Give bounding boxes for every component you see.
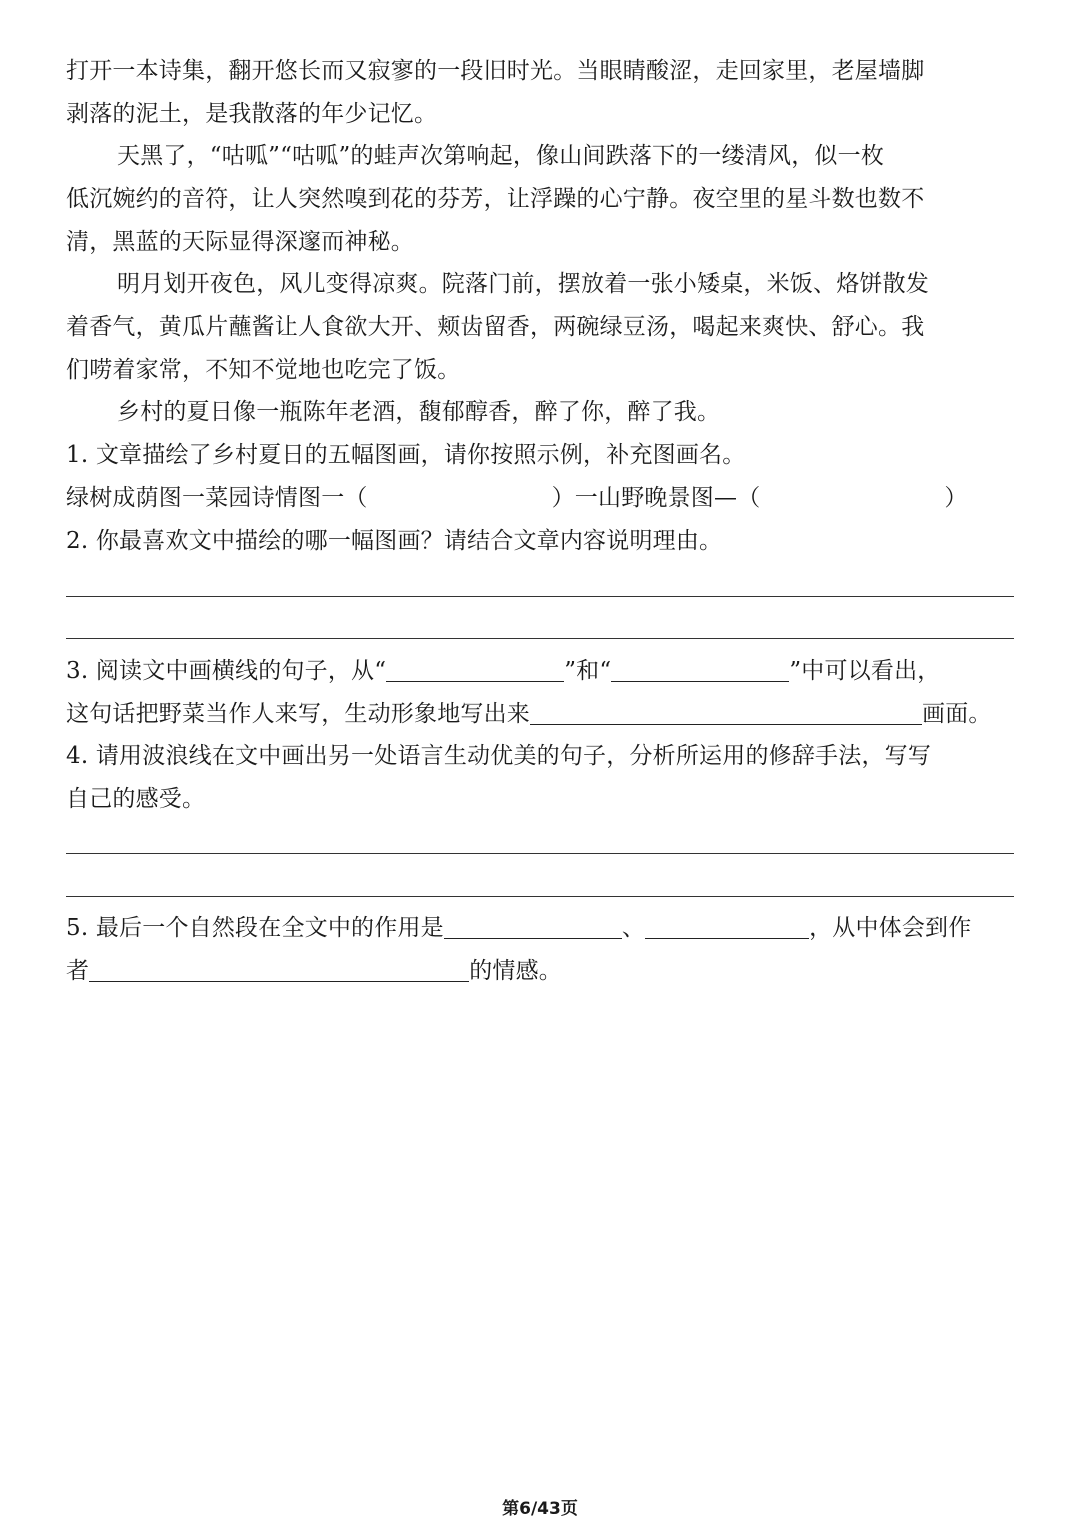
answer-blank-q5-b[interactable]: [645, 916, 809, 939]
passage-line: 低沉婉约的音符，让人突然嗅到花的芬芳，让浮躁的心宁静。夜空里的星斗数也数不: [66, 186, 925, 212]
question-3-line-1: 3. 阅读文中画横线的句子，从“ ”和“ ”中可以看出，: [66, 658, 941, 684]
question-1-answer-line: [66, 483, 1026, 513]
answer-blank-q3-b[interactable]: [611, 659, 789, 682]
answer-line-q4-2[interactable]: [66, 896, 1014, 897]
passage-line: 着香气，黄瓜片蘸酱让人食欲大开、颊齿留香，两碗绿豆汤，喝起来爽快、舒心。我: [66, 314, 925, 340]
question-4-text: 4. 请用波浪线在文中画出另一处语言生动优美的句子，分析所运用的修辞手法，写写: [66, 743, 932, 769]
page-number: 第6/43页: [502, 1499, 578, 1519]
answer-blank-q5-c[interactable]: [89, 959, 469, 982]
passage-line: 乡村的夏日像一瓶陈年老酒，馥郁醇香，醉了你，醉了我。: [117, 399, 721, 425]
question-1-text: 1. 文章描绘了乡村夏日的五幅图画，请你按照示例，补充图画名。: [66, 442, 746, 468]
answer-blank-q3-c[interactable]: [530, 702, 922, 725]
answer-blank-q3-a[interactable]: [386, 659, 564, 682]
passage-line: 打开一本诗集，翻开悠长而又寂寥的一段旧时光。当眼睛酸涩，走回家里，老屋墙脚: [66, 58, 925, 84]
answer-line-q2-1[interactable]: [66, 596, 1014, 597]
question-2-text: 2. 你最喜欢文中描绘的哪一幅图画？请结合文章内容说明理由。: [66, 528, 723, 554]
question-5-line-1: 5. 最后一个自然段在全文中的作用是 、 ，从中体会到作: [66, 915, 972, 941]
passage-line: 们唠着家常，不知不觉地也吃完了饭。: [66, 357, 461, 383]
question-1-prefix: 绿树成荫图一菜园诗情图一（: [66, 485, 368, 511]
question-3-line-2: 这句话把野菜当作人来写，生动形象地写出来 画面。: [66, 701, 992, 727]
passage-line: 明月划开夜色，风儿变得凉爽。院落门前，摆放着一张小矮桌，米饭、烙饼散发: [117, 271, 929, 297]
answer-blank-q5-a[interactable]: [444, 916, 622, 939]
passage-line: 剥落的泥土，是我散落的年少记忆。: [66, 101, 438, 127]
question-1-middle: ）一山野晚景图—（: [551, 485, 761, 511]
question-5-line-2: 者 的情感。: [66, 958, 563, 984]
passage-line: 天黑了，“咕呱”“咕呱”的蛙声次第响起，像山间跌落下的一缕清风，似一枚: [117, 143, 885, 169]
answer-line-q4-1[interactable]: [66, 853, 1014, 854]
question-1-suffix: ）: [944, 485, 968, 511]
answer-line-q2-2[interactable]: [66, 638, 1014, 639]
passage-line: 清，黑蓝的天际显得深邃而神秘。: [66, 229, 414, 255]
question-4-text: 自己的感受。: [66, 786, 206, 812]
